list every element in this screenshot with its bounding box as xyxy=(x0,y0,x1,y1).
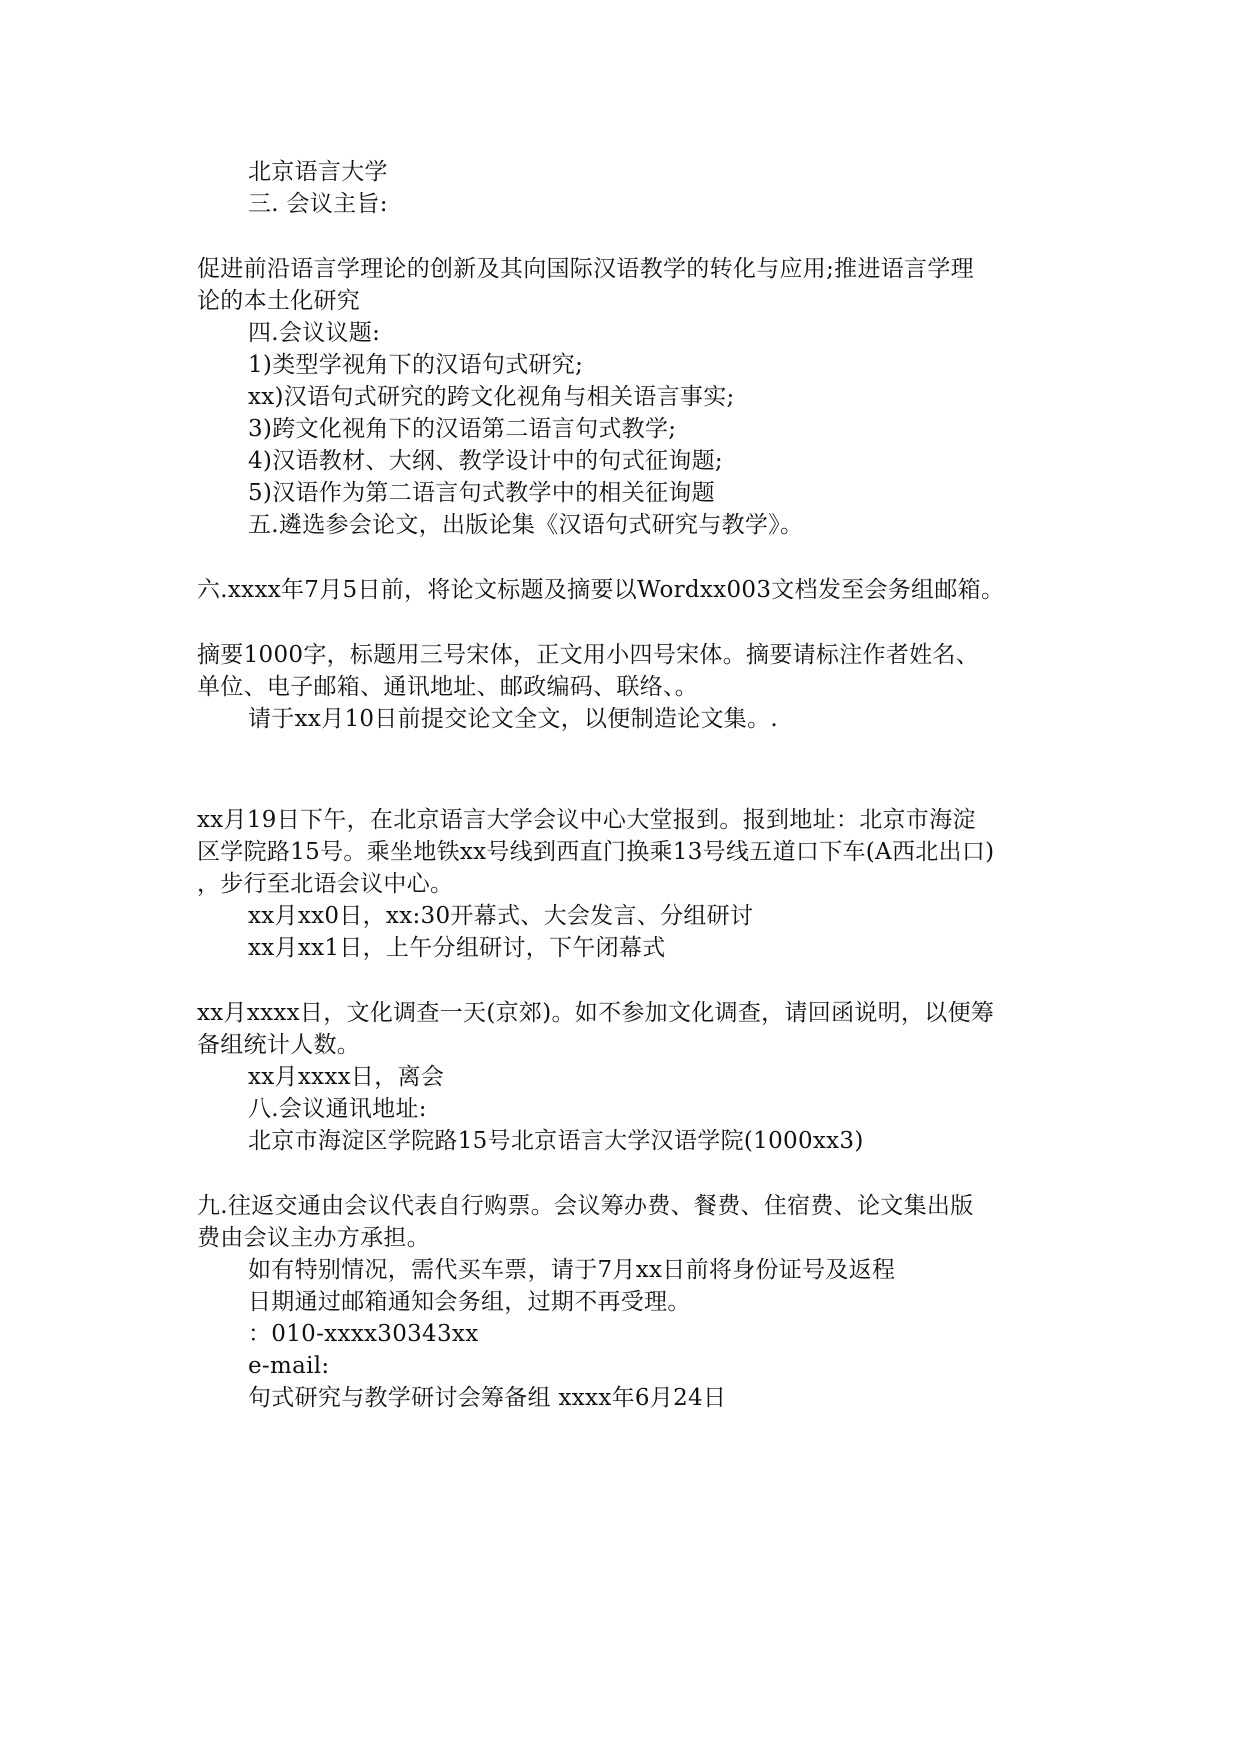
text-line: ，步行至北语会议中心。 xyxy=(197,871,454,897)
list-item: xx)汉语句式研究的跨文化视角与相关语言事实; xyxy=(248,384,735,410)
phone-line: ：010-xxxx30343xx xyxy=(248,1321,479,1347)
signature-line: 句式研究与教学研讨会筹备组 xxxx年6月24日 xyxy=(248,1385,727,1411)
text-line: xx月19日下午，在北京语言大学会议中心大堂报到。报到地址：北京市海淀 xyxy=(197,807,976,833)
text-line: 费由会议主办方承担。 xyxy=(197,1225,430,1251)
text-line: 北京语言大学 xyxy=(248,159,388,185)
list-item: 4)汉语教材、大纲、教学设计中的句式征询题; xyxy=(248,448,723,474)
list-item: 1)类型学视角下的汉语句式研究; xyxy=(248,352,584,378)
text-line: xx月xxxx日，文化调查一天(京郊)。如不参加文化调查，请回函说明，以便筹 xyxy=(197,1000,995,1026)
text-line: 备组统计人数。 xyxy=(197,1032,361,1058)
text-line: 区学院路15号。乘坐地铁xx号线到西直门换乘13号线五道口下车(A西北出口) xyxy=(197,839,995,865)
text-line: 九.往返交通由会议代表自行购票。会议筹办费、餐费、住宿费、论文集出版 xyxy=(197,1193,974,1219)
address-line: 北京市海淀区学院路15号北京语言大学汉语学院(1000xx3) xyxy=(248,1128,864,1154)
section-heading: 五.遴选参会论文，出版论集《汉语句式研究与教学》。 xyxy=(248,512,804,538)
section-heading: 八.会议通讯地址: xyxy=(248,1096,427,1122)
section-heading: 四.会议议题: xyxy=(248,320,381,346)
text-line: 单位、电子邮箱、通讯地址、邮政编码、联络、。 xyxy=(197,674,699,700)
schedule-item: xx月xxxx日，离会 xyxy=(248,1064,445,1090)
text-line: 请于xx月10日前提交论文全文，以便制造论文集。. xyxy=(248,706,779,732)
text-line: 日期通过邮箱通知会务组，过期不再受理。 xyxy=(248,1289,691,1315)
text-line: 摘要1000字，标题用三号宋体，正文用小四号宋体。摘要请标注作者姓名、 xyxy=(197,642,980,668)
text-line: 论的本土化研究 xyxy=(197,288,361,314)
text-line: 促进前沿语言学理论的创新及其向国际汉语教学的转化与应用;推进语言学理 xyxy=(197,256,974,282)
list-item: 3)跨文化视角下的汉语第二语言句式教学; xyxy=(248,416,677,442)
text-line: 如有特别情况，需代买车票，请于7月xx日前将身份证号及返程 xyxy=(248,1257,896,1283)
schedule-item: xx月xx1日，上午分组研讨，下午闭幕式 xyxy=(248,935,666,961)
text-line: 六.xxxx年7月5日前，将论文标题及摘要以Wordxx003文档发至会务组邮箱。 xyxy=(197,577,1005,603)
email-line: e-mail: xyxy=(248,1353,330,1379)
section-heading: 三. 会议主旨: xyxy=(248,191,388,217)
schedule-item: xx月xx0日，xx:30开幕式、大会发言、分组研讨 xyxy=(248,903,754,929)
list-item: 5)汉语作为第二语言句式教学中的相关征询题 xyxy=(248,480,715,506)
